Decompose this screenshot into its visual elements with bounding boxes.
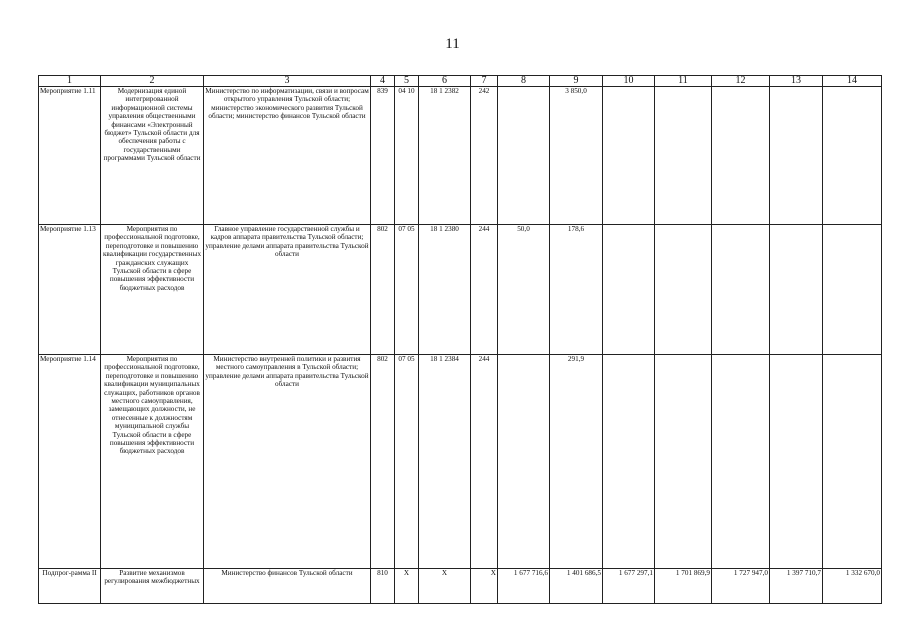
grbs-code: 802 [371, 355, 395, 569]
amount-col-11 [655, 355, 712, 569]
expense-type-code: 242 [471, 87, 498, 225]
section-code: Х [395, 569, 419, 604]
section-code: 07 05 [395, 355, 419, 569]
target-article-code: 18 1 2380 [419, 225, 471, 355]
measure-name: Мероприятия по профессиональной подготовке, переподготовке и повышению квалификации муниципальных служащих, работников органов местного самоуправления, замещающих должности, не отнесенные к должностям муниципальной службы Тульской области в сфере повышения эффективности бюджетных расходов [101, 355, 204, 569]
amount-col-14 [823, 355, 882, 569]
target-article-code: 18 1 2382 [419, 87, 471, 225]
measure-id: Мероприятие 1.11 [39, 87, 101, 225]
amount-col-13: 1 397 710,7 [770, 569, 823, 604]
table-row [39, 355, 882, 569]
grbs-code: 810 [371, 569, 395, 604]
column-header: 9 [550, 76, 603, 87]
responsible-executor: Главное управление государственной службы и кадров аппарата правительства Тульской области; управление делами аппарата правительства Тульской области [204, 225, 371, 355]
expense-type-code: Х [471, 569, 498, 604]
amount-col-10: 1 677 297,1 [603, 569, 655, 604]
table-row [39, 225, 882, 355]
responsible-executor: Министерство внутренней политики и развития местного самоуправления в Тульской области; управление делами аппарата правительства Тульской области [204, 355, 371, 569]
target-article-code: Х [419, 569, 471, 604]
amount-col-10 [603, 87, 655, 225]
amount-col-14: 1 332 670,0 [823, 569, 882, 604]
amount-col-8 [498, 355, 550, 569]
table-row [39, 569, 882, 604]
amount-col-8: 1 677 716,6 [498, 569, 550, 604]
measure-id: Мероприятие 1.13 [39, 225, 101, 355]
amount-col-8 [498, 87, 550, 225]
amount-col-10 [603, 225, 655, 355]
amount-col-11 [655, 87, 712, 225]
amount-col-9: 291,9 [550, 355, 603, 569]
table-header-row [39, 76, 882, 87]
amount-col-14 [823, 225, 882, 355]
section-code: 07 05 [395, 225, 419, 355]
measure-name: Развитие механизмов регулирования межбюджетных [101, 569, 204, 604]
column-header: 8 [498, 76, 550, 87]
grbs-code: 839 [371, 87, 395, 225]
column-header: 11 [655, 76, 712, 87]
amount-col-11 [655, 225, 712, 355]
amount-col-11: 1 701 869,9 [655, 569, 712, 604]
page-number: 11 [445, 36, 460, 52]
column-header: 10 [603, 76, 655, 87]
column-header: 6 [419, 76, 471, 87]
section-code: 04 10 [395, 87, 419, 225]
column-header: 12 [712, 76, 770, 87]
amount-col-9: 178,6 [550, 225, 603, 355]
amount-col-12 [712, 225, 770, 355]
grbs-code: 802 [371, 225, 395, 355]
column-header: 1 [39, 76, 101, 87]
responsible-executor: Министерство по информатизации, связи и вопросам открытого управления Тульской области; министерство экономического развития Тульской области; министерство финансов Тульской области [204, 87, 371, 225]
table-row [39, 87, 882, 225]
amount-col-8: 50,0 [498, 225, 550, 355]
amount-col-12 [712, 87, 770, 225]
budget-table [38, 75, 882, 604]
measure-name: Мероприятия по профессиональной подготовке, переподготовке и повышению квалификации государственных гражданских служащих Тульской области в сфере повышения эффективности бюджетных расходов [101, 225, 204, 355]
measure-id: Подпрог-рамма II [39, 569, 101, 604]
amount-col-10 [603, 355, 655, 569]
column-header: 2 [101, 76, 204, 87]
amount-col-13 [770, 355, 823, 569]
column-header: 7 [471, 76, 498, 87]
amount-col-9: 1 401 686,5 [550, 569, 603, 604]
amount-col-13 [770, 87, 823, 225]
expense-type-code: 244 [471, 355, 498, 569]
target-article-code: 18 1 2384 [419, 355, 471, 569]
responsible-executor: Министерство финансов Тульской области [204, 569, 371, 604]
column-header: 5 [395, 76, 419, 87]
amount-col-12: 1 727 947,0 [712, 569, 770, 604]
expense-type-code: 244 [471, 225, 498, 355]
amount-col-13 [770, 225, 823, 355]
column-header: 13 [770, 76, 823, 87]
column-header: 4 [371, 76, 395, 87]
measure-name: Модернизация единой интегрированной информационной системы управления общественными финансами «Электронный бюджет» Тульской области для обеспечения работы с государственными программами Тульской области [101, 87, 204, 225]
amount-col-14 [823, 87, 882, 225]
amount-col-12 [712, 355, 770, 569]
measure-id: Мероприятие 1.14 [39, 355, 101, 569]
column-header: 14 [823, 76, 882, 87]
column-header: 3 [204, 76, 371, 87]
amount-col-9: 3 850,0 [550, 87, 603, 225]
